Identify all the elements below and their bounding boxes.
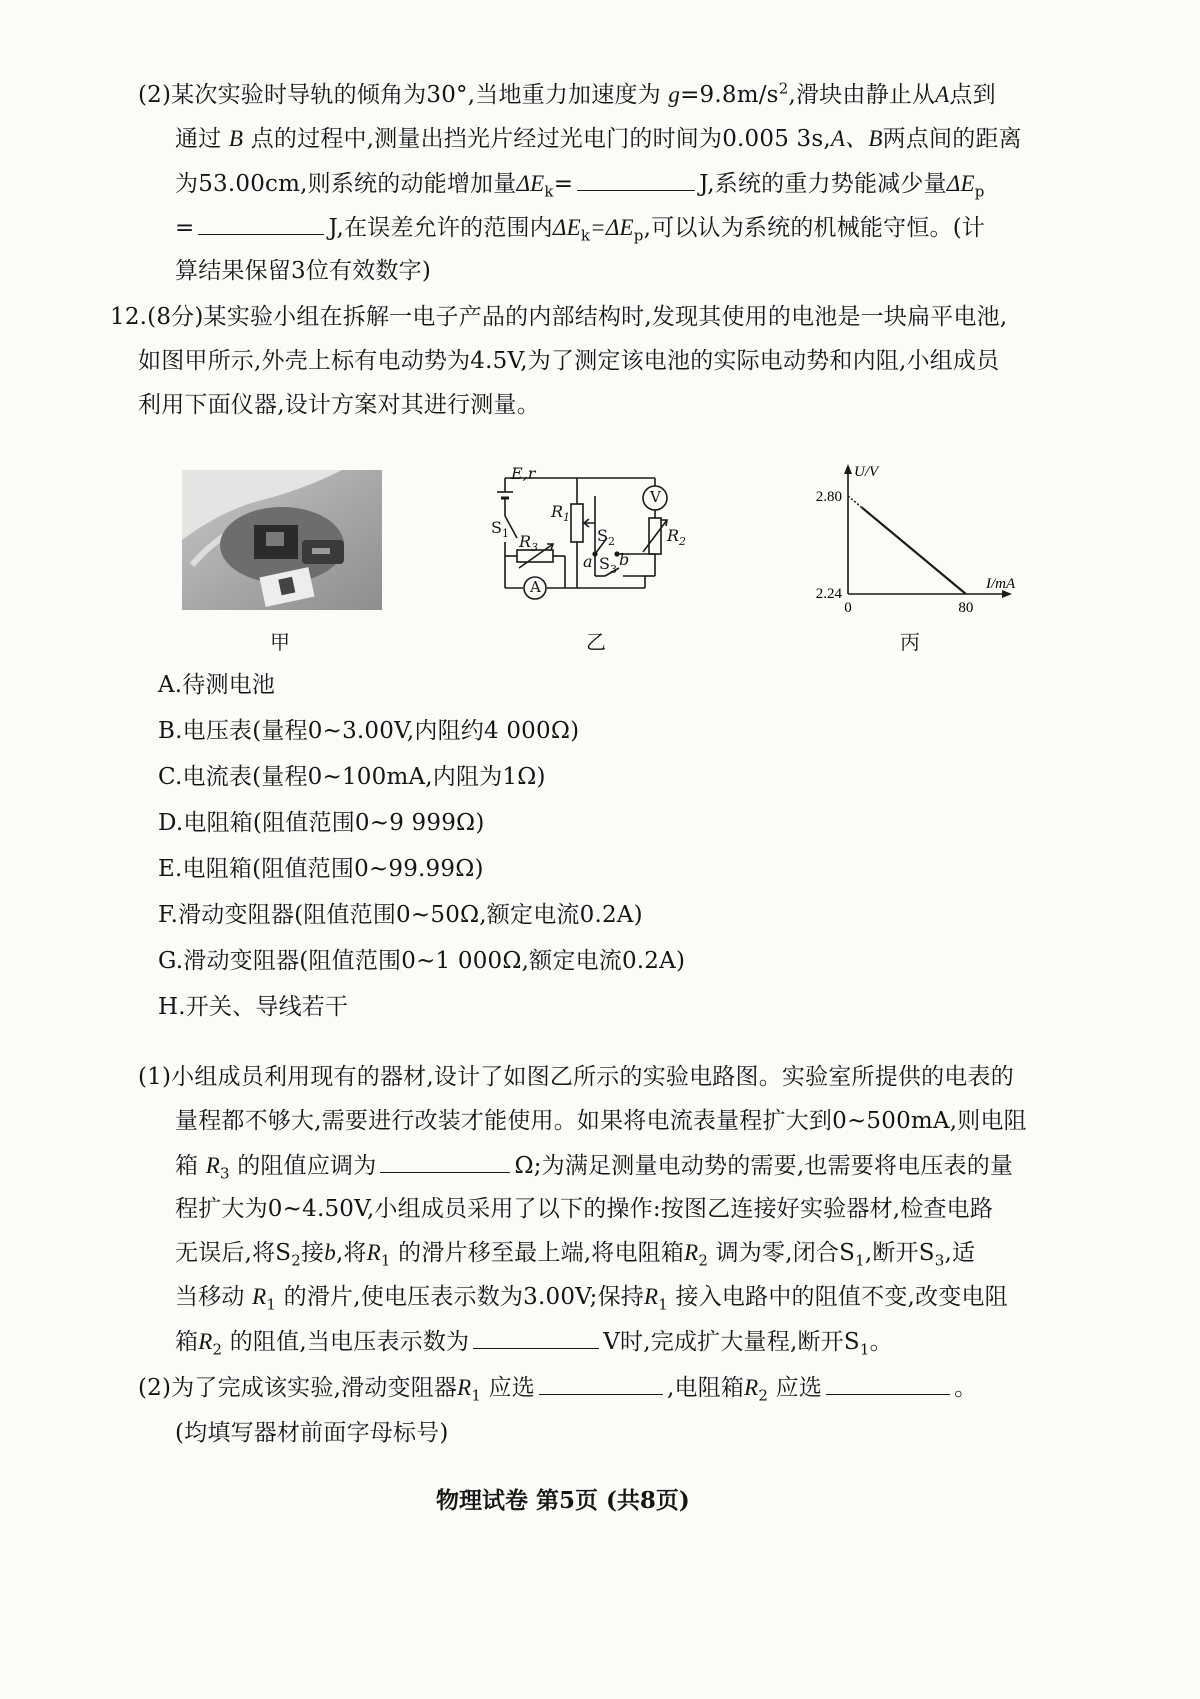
answer-blank-voltage[interactable] [473, 1326, 599, 1349]
label-s3: $S_3$ [599, 554, 617, 577]
y-tick-label: 2.80 [815, 489, 842, 505]
q12-1-line5: 无误后,将$S_2$接b,将$R_1$ 的滑片移至最上端,将电阻箱$R_2$ 调为零,闭合$S_1$,断开$S_3$,适 [175, 1240, 976, 1270]
option-item: F.滑动变阻器(阻值范围0~50Ω,额定电流0.2A) [158, 902, 643, 928]
label-s1: $S_1$ [491, 518, 509, 541]
label-r2: $R_2$ [667, 526, 687, 549]
label-s2: $S_2$ [597, 526, 615, 549]
battery-photo [182, 470, 382, 610]
ammeter-label: A [530, 578, 541, 596]
q12-line3: 利用下面仪器,设计方案对其进行测量。 [138, 392, 540, 418]
prev-q2-line5: 算结果保留3位有效数字) [175, 258, 432, 284]
label-r3: $R_3$ [519, 532, 539, 555]
option-item: H.开关、导线若干 [158, 994, 349, 1020]
option-item: D.电阻箱(阻值范围0~9 999Ω) [158, 810, 485, 836]
label-er: E,r [511, 464, 536, 483]
q12-line2: 如图甲所示,外壳上标有电动势为4.5V,为了测定该电池的实际电动势和内阻,小组成员 [138, 348, 1000, 374]
prev-q2-line3: 为53.00cm,则系统的动能增加量$\Delta E_k= J$,系统的重力势能减少量$\Delta E_p$ [175, 168, 985, 199]
voltmeter-label: V [650, 488, 661, 506]
y-tick-label: 2.24 [815, 586, 842, 602]
option-item: B.电压表(量程0~3.00V,内阻约4 000Ω) [158, 718, 580, 744]
caption-jia: 甲 [270, 630, 290, 654]
caption-bing: 丙 [900, 630, 920, 654]
q12-1-line1: (1)小组成员利用现有的器材,设计了如图乙所示的实验电路图。实验室所提供的电表的 [138, 1064, 1014, 1090]
q12-1-line3: 箱 $R_3$ 的阻值应调为 Ω;为满足测量电动势的需要,也需要将电压表的量 [175, 1150, 1013, 1181]
caption-yi: 乙 [586, 630, 606, 654]
q12-2-line1: (2)为了完成该实验,滑动变阻器$R_1$ 应选 ,电阻箱$R_2$ 应选 。 [138, 1372, 977, 1403]
q12-line1: 12.(8分)某实验小组在拆解一电子产品的内部结构时,发现其使用的电池是一块扁平电池, [110, 304, 1008, 330]
answer-blank-r3[interactable] [380, 1150, 510, 1173]
y-axis-label: U/V [854, 464, 879, 480]
prev-q2-line4: = J,在误差允许的范围内$\Delta E_k=\Delta E_p$,可以认为系统的机械能守恒。(计 [175, 212, 985, 243]
prev-q2-line1: (2)某次实验时导轨的倾角为30°,当地重力加速度为 $g=9.8m/s^2$,滑块由静止从A点到 [138, 79, 996, 108]
option-item: E.电阻箱(阻值范围0~99.99Ω) [158, 856, 484, 882]
label-b: b [619, 550, 630, 569]
x-tick-label: 80 [958, 600, 974, 616]
ui-graph-svg [808, 462, 1038, 622]
prev-q2-line2: 通过 B 点的过程中,测量出挡光片经过光电门的时间为0.005 3s,A、B两点间的距离 [175, 126, 1022, 152]
q12-1-line4: 程扩大为0~4.50V,小组成员采用了以下的操作:按图乙连接好实验器材,检查电路 [175, 1196, 994, 1222]
ui-graph [808, 462, 1038, 622]
answer-blank-r1-choice[interactable] [539, 1372, 663, 1395]
q12-1-line6: 当移动 $R_1$ 的滑片,使电压表示数为3.00V;保持$R_1$ 接入电路中的阻值不变,改变电阻 [175, 1284, 1008, 1314]
y-axis-arrow [844, 464, 852, 474]
option-item: A.待测电池 [158, 672, 276, 698]
data-line [862, 508, 966, 594]
data-line-dashed [848, 496, 862, 508]
x-tick-label: 0 [844, 600, 852, 616]
answer-blank-delta-ek[interactable] [577, 168, 695, 191]
label-a: a [583, 552, 593, 571]
option-item: G.滑动变阻器(阻值范围0~1 000Ω,额定电流0.2A) [158, 948, 686, 974]
answer-blank-delta-ep[interactable] [198, 212, 324, 235]
answer-blank-r2-choice[interactable] [826, 1372, 950, 1395]
q12-1-line7: 箱$R_2$ 的阻值,当电压表示数为 V时,完成扩大量程,断开$S_1$。 [175, 1326, 893, 1357]
label-r1: $R_1$ [551, 502, 571, 525]
q12-1-line2: 量程都不够大,需要进行改装才能使用。如果将电流表量程扩大到0~500mA,则电阻 [175, 1108, 1027, 1134]
option-item: C.电流表(量程0~100mA,内阻为1Ω) [158, 764, 546, 790]
circuit-diagram [491, 464, 695, 618]
x-axis-label: I/mA [986, 576, 1016, 592]
page-footer: 物理试卷 第5页 (共8页) [436, 1487, 690, 1514]
q12-2-line2: (均填写器材前面字母标号) [175, 1420, 449, 1446]
